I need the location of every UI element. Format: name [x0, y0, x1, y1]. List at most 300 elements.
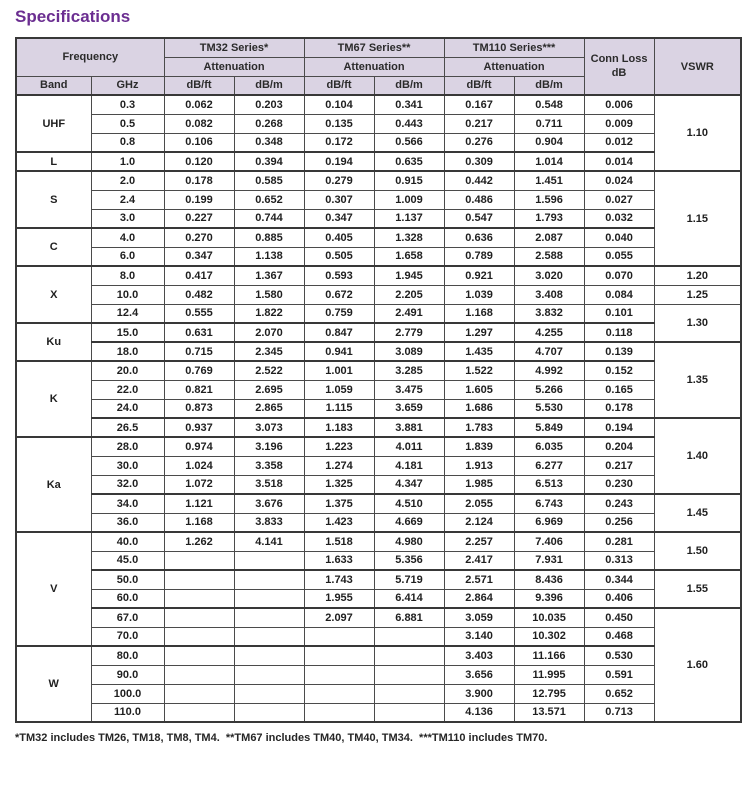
table-row: [16, 304, 741, 323]
tm110-dbm-cell: 1.596: [514, 190, 584, 209]
tm67-dbm-cell: 5.719: [374, 570, 444, 589]
vswr-header: VSWR: [654, 38, 741, 95]
tm32-dbft-cell: 0.631: [164, 323, 234, 342]
tm67-dbft-cell: 1.375: [304, 494, 374, 513]
ghz-cell: 60.0: [91, 589, 164, 608]
tm67-dbm-cell: [374, 665, 444, 684]
tm110-dbm-cell: 1.451: [514, 171, 584, 190]
tm32-dbft-cell: 1.262: [164, 532, 234, 551]
conn-loss-cell: 0.118: [584, 323, 654, 342]
tm67-dbft-cell: 1.955: [304, 589, 374, 608]
conn-loss-cell: 0.256: [584, 513, 654, 532]
tm67-dbft-cell: 1.743: [304, 570, 374, 589]
tm110-dbm-cell: 0.548: [514, 95, 584, 114]
tm110-dbft-cell: 2.055: [444, 494, 514, 513]
conn-loss-header: [584, 38, 654, 95]
tm32-dbm-cell: 3.676: [234, 494, 304, 513]
table-row: [16, 399, 741, 418]
tm32-dbm-cell: [234, 665, 304, 684]
ghz-cell: 10.0: [91, 285, 164, 304]
band-cell: L: [16, 152, 91, 171]
tm32-dbm-cell: 4.141: [234, 532, 304, 551]
ghz-cell: 2.0: [91, 171, 164, 190]
band-cell: Ku: [16, 323, 91, 361]
tm110-dbm-cell: 4.255: [514, 323, 584, 342]
tm67-dbft-cell: 0.307: [304, 190, 374, 209]
tm67-dbft-cell: 1.325: [304, 475, 374, 494]
table-header: [16, 38, 741, 95]
tm110-dbft-cell: 4.136: [444, 703, 514, 722]
vswr-cell: 1.10: [654, 95, 741, 171]
tm67-dbm-cell: 4.510: [374, 494, 444, 513]
tm110-dbm-cell: 2.588: [514, 247, 584, 266]
tm32-dbm-cell: 2.070: [234, 323, 304, 342]
tm110-dbm-cell: 10.302: [514, 627, 584, 646]
table-row: [16, 247, 741, 266]
vswr-cell: 1.30: [654, 304, 741, 342]
tm67-dbft-cell: 0.135: [304, 114, 374, 133]
tm32-dbm-cell: [234, 627, 304, 646]
tm32-dbft-cell: [164, 570, 234, 589]
tm32-dbm-cell: [234, 646, 304, 665]
table-row: [16, 646, 741, 665]
tm110-dbm-cell: 7.406: [514, 532, 584, 551]
tm67-dbm-cell: 4.011: [374, 437, 444, 456]
tm32-dbm-cell: 0.744: [234, 209, 304, 228]
tm67-dbft-cell: 0.672: [304, 285, 374, 304]
tm67-dbm-cell: 1.658: [374, 247, 444, 266]
conn-loss-cell: 0.070: [584, 266, 654, 285]
tm32-dbm-cell: 2.865: [234, 399, 304, 418]
tm32-dbft-cell: [164, 627, 234, 646]
tm110-dbft-cell: 0.309: [444, 152, 514, 171]
tm32-dbft-cell: [164, 589, 234, 608]
ghz-cell: 15.0: [91, 323, 164, 342]
vswr-cell: 1.15: [654, 171, 741, 266]
tm32-dbm-cell: 3.358: [234, 456, 304, 475]
header-row-series: [16, 38, 741, 57]
conn-loss-cell: 0.014: [584, 152, 654, 171]
tm67-dbft-cell: 1.223: [304, 437, 374, 456]
tm32-dbft-cell: 0.120: [164, 152, 234, 171]
conn-loss-cell: 0.006: [584, 95, 654, 114]
tm32-dbm-cell: 2.345: [234, 342, 304, 361]
ghz-cell: 36.0: [91, 513, 164, 532]
tm110-dbm-cell: 5.266: [514, 380, 584, 399]
tm110-dbm-cell: 1.793: [514, 209, 584, 228]
conn-loss-cell: 0.281: [584, 532, 654, 551]
tm67-dbm-cell: [374, 684, 444, 703]
tm67-dbft-cell: 1.518: [304, 532, 374, 551]
tm32-dbm-cell: 0.885: [234, 228, 304, 247]
tm110-dbm-cell: 9.396: [514, 589, 584, 608]
footnote: *TM32 includes TM26, TM18, TM8, TM4. **TM67 includes TM40, TM40, TM34. ***TM110 includes TM70.: [15, 732, 548, 744]
conn-loss-cell: 0.012: [584, 133, 654, 152]
tm67-dbm-cell: 5.356: [374, 551, 444, 570]
tm67-dbft-cell: 1.183: [304, 418, 374, 437]
tm67-dbft-cell: [304, 665, 374, 684]
ghz-cell: 67.0: [91, 608, 164, 627]
table-row: [16, 266, 741, 285]
tm67-dbft-cell: [304, 646, 374, 665]
tm67-dbft-cell: 1.059: [304, 380, 374, 399]
tm32-dbm-cell: [234, 703, 304, 722]
conn-loss-cell: 0.243: [584, 494, 654, 513]
conn-loss-cell: 0.713: [584, 703, 654, 722]
ghz-cell: 28.0: [91, 437, 164, 456]
tm32-dbm-cell: 0.652: [234, 190, 304, 209]
tm110-dbm-cell: 0.711: [514, 114, 584, 133]
ghz-cell: 80.0: [91, 646, 164, 665]
tm32-dbft-cell: 0.227: [164, 209, 234, 228]
tm110-attenuation-header: Attenuation: [444, 57, 584, 76]
tm32-dbft-cell: 0.974: [164, 437, 234, 456]
tm32-dbft-cell: 0.821: [164, 380, 234, 399]
tm110-dbft-cell: 0.217: [444, 114, 514, 133]
conn-loss-cell: 0.468: [584, 627, 654, 646]
tm67-dbm-cell: 4.347: [374, 475, 444, 494]
conn-loss-cell: 0.313: [584, 551, 654, 570]
tm32-dbft-cell: 0.082: [164, 114, 234, 133]
tm32-dbft-cell: 0.347: [164, 247, 234, 266]
tm110-dbm-cell: 10.035: [514, 608, 584, 627]
tm32-dbft-cell: [164, 684, 234, 703]
conn-loss-cell: 0.101: [584, 304, 654, 323]
ghz-cell: 70.0: [91, 627, 164, 646]
tm32-dbm-cell: 1.367: [234, 266, 304, 285]
tm32-dbft-cell: 0.873: [164, 399, 234, 418]
tm110-dbft-cell: 3.403: [444, 646, 514, 665]
conn-loss-cell: 0.204: [584, 437, 654, 456]
tm67-dbm-cell: [374, 646, 444, 665]
table-row: [16, 570, 741, 589]
vswr-cell: 1.20: [654, 266, 741, 285]
conn-loss-cell: 0.139: [584, 342, 654, 361]
table-row: [16, 114, 741, 133]
band-cell: K: [16, 361, 91, 437]
tm67-dbft-cell: 2.097: [304, 608, 374, 627]
tm32-dbm-cell: [234, 589, 304, 608]
tm32-dbft-cell: 0.199: [164, 190, 234, 209]
tm32-dbft-cell: 0.937: [164, 418, 234, 437]
tm32-dbm-cell: 1.822: [234, 304, 304, 323]
conn-loss-label-line2: dB: [611, 66, 627, 79]
tm67-dbm-cell: 0.341: [374, 95, 444, 114]
tm67-dbft-cell: 0.847: [304, 323, 374, 342]
table-row: [16, 152, 741, 171]
table-row: [16, 513, 741, 532]
tm110-dbm-cell: 6.743: [514, 494, 584, 513]
tm32-dbft-cell: 0.178: [164, 171, 234, 190]
tm67-dbm-cell: 3.089: [374, 342, 444, 361]
conn-loss-cell: 0.040: [584, 228, 654, 247]
tm110-dbm-cell: 6.277: [514, 456, 584, 475]
tm67-dbft-cell: [304, 703, 374, 722]
tm67-dbm-cell: 3.285: [374, 361, 444, 380]
tm67-dbm-cell: 1.009: [374, 190, 444, 209]
ghz-cell: 4.0: [91, 228, 164, 247]
conn-loss-cell: 0.084: [584, 285, 654, 304]
table-row: [16, 133, 741, 152]
tm67-dbft-cell: 0.593: [304, 266, 374, 285]
tm32-dbft-cell: 0.715: [164, 342, 234, 361]
tm32-dbft-cell: 0.482: [164, 285, 234, 304]
band-cell: Ka: [16, 437, 91, 532]
tm67-series-header: TM67 Series**: [304, 38, 444, 57]
vswr-cell: 1.45: [654, 494, 741, 532]
tm110-dbm-cell: 4.992: [514, 361, 584, 380]
tm110-dbft-cell: 2.257: [444, 532, 514, 551]
vswr-cell: 1.60: [654, 608, 741, 722]
tm67-dbm-cell: 1.328: [374, 228, 444, 247]
tm67-dbm-cell: [374, 703, 444, 722]
specifications-table: [15, 37, 742, 723]
tm32-dbm-cell: [234, 570, 304, 589]
table-row: [16, 437, 741, 456]
tm67-dbft-cell: 1.274: [304, 456, 374, 475]
tm32-dbm-cell: 3.073: [234, 418, 304, 437]
vswr-cell: 1.25: [654, 285, 741, 304]
tm32-dbft-cell: 0.062: [164, 95, 234, 114]
ghz-cell: 40.0: [91, 532, 164, 551]
conn-loss-cell: 0.217: [584, 456, 654, 475]
tm67-dbm-cell: 3.659: [374, 399, 444, 418]
tm67-dbft-cell: 0.941: [304, 342, 374, 361]
tm67-dbft-cell: 1.001: [304, 361, 374, 380]
conn-loss-cell: 0.530: [584, 646, 654, 665]
table-row: [16, 380, 741, 399]
tm110-dbft-cell: 1.168: [444, 304, 514, 323]
table-row: [16, 342, 741, 361]
tm110-dbft-cell: 0.167: [444, 95, 514, 114]
tm32-dbm-cell: 2.522: [234, 361, 304, 380]
tm32-dbm-cell: 3.196: [234, 437, 304, 456]
ghz-cell: 45.0: [91, 551, 164, 570]
tm110-dbm-cell: 2.087: [514, 228, 584, 247]
band-cell: W: [16, 646, 91, 722]
vswr-cell: 1.50: [654, 532, 741, 570]
tm32-dbft-cell: 0.106: [164, 133, 234, 152]
tm110-dbft-cell: 2.124: [444, 513, 514, 532]
ghz-cell: 20.0: [91, 361, 164, 380]
tm67-dbm-cell: 6.881: [374, 608, 444, 627]
table-row: [16, 323, 741, 342]
tm67-dbft-cell: 1.633: [304, 551, 374, 570]
tm67-dbm-header: dB/m: [374, 76, 444, 95]
tm32-dbm-cell: 0.585: [234, 171, 304, 190]
tm32-dbft-cell: 1.072: [164, 475, 234, 494]
tm67-dbm-cell: [374, 627, 444, 646]
table-row: [16, 551, 741, 570]
tm67-dbm-cell: 4.669: [374, 513, 444, 532]
tm110-dbm-cell: 5.849: [514, 418, 584, 437]
conn-loss-cell: 0.152: [584, 361, 654, 380]
tm32-dbm-cell: 3.833: [234, 513, 304, 532]
band-cell: X: [16, 266, 91, 323]
table-row: [16, 228, 741, 247]
ghz-cell: 12.4: [91, 304, 164, 323]
tm67-dbft-cell: 0.194: [304, 152, 374, 171]
tm32-dbm-cell: 2.695: [234, 380, 304, 399]
tm110-dbm-cell: 6.969: [514, 513, 584, 532]
tm67-dbft-cell: 0.759: [304, 304, 374, 323]
ghz-cell: 18.0: [91, 342, 164, 361]
conn-loss-cell: 0.165: [584, 380, 654, 399]
tm32-dbm-cell: [234, 684, 304, 703]
tm110-dbft-cell: 1.913: [444, 456, 514, 475]
conn-loss-cell: 0.591: [584, 665, 654, 684]
band-cell: S: [16, 171, 91, 228]
tm110-dbm-cell: 3.408: [514, 285, 584, 304]
conn-loss-cell: 0.450: [584, 608, 654, 627]
band-cell: UHF: [16, 95, 91, 152]
tm67-dbm-cell: 2.491: [374, 304, 444, 323]
table-row: [16, 456, 741, 475]
ghz-header: GHz: [91, 76, 164, 95]
tm110-dbm-cell: 11.995: [514, 665, 584, 684]
tm110-dbm-cell: 7.931: [514, 551, 584, 570]
table-row: [16, 608, 741, 627]
tm67-dbm-cell: 4.980: [374, 532, 444, 551]
tm110-dbft-cell: 3.059: [444, 608, 514, 627]
table-row: [16, 285, 741, 304]
ghz-cell: 50.0: [91, 570, 164, 589]
tm110-dbm-header: dB/m: [514, 76, 584, 95]
table-row: [16, 532, 741, 551]
conn-loss-cell: 0.055: [584, 247, 654, 266]
ghz-cell: 32.0: [91, 475, 164, 494]
tm67-dbm-cell: 1.137: [374, 209, 444, 228]
table-row: [16, 684, 741, 703]
tm67-dbm-cell: 4.181: [374, 456, 444, 475]
ghz-cell: 24.0: [91, 399, 164, 418]
ghz-cell: 0.3: [91, 95, 164, 114]
conn-loss-cell: 0.009: [584, 114, 654, 133]
tm110-dbft-cell: 0.636: [444, 228, 514, 247]
tm110-dbft-cell: 1.297: [444, 323, 514, 342]
table-row: [16, 703, 741, 722]
tm67-dbft-header: dB/ft: [304, 76, 374, 95]
tm110-dbft-cell: 1.605: [444, 380, 514, 399]
ghz-cell: 30.0: [91, 456, 164, 475]
ghz-cell: 34.0: [91, 494, 164, 513]
tm67-dbft-cell: 1.115: [304, 399, 374, 418]
tm32-dbm-header: dB/m: [234, 76, 304, 95]
tm110-dbft-cell: 1.985: [444, 475, 514, 494]
tm110-dbft-cell: 2.864: [444, 589, 514, 608]
tm110-dbft-cell: 1.686: [444, 399, 514, 418]
tm67-attenuation-header: Attenuation: [304, 57, 444, 76]
conn-loss-cell: 0.178: [584, 399, 654, 418]
tm32-dbft-cell: [164, 608, 234, 627]
tm32-dbft-cell: 0.270: [164, 228, 234, 247]
tm110-dbft-cell: 3.140: [444, 627, 514, 646]
tm110-dbm-cell: 0.904: [514, 133, 584, 152]
tm67-dbft-cell: [304, 684, 374, 703]
ghz-cell: 6.0: [91, 247, 164, 266]
ghz-cell: 3.0: [91, 209, 164, 228]
conn-loss-cell: 0.652: [584, 684, 654, 703]
band-cell: C: [16, 228, 91, 266]
tm32-dbft-cell: 1.024: [164, 456, 234, 475]
tm110-dbft-cell: 0.547: [444, 209, 514, 228]
tm110-dbft-cell: 1.435: [444, 342, 514, 361]
tm67-dbm-cell: 2.205: [374, 285, 444, 304]
tm32-attenuation-header: Attenuation: [164, 57, 304, 76]
tm32-dbft-cell: 1.121: [164, 494, 234, 513]
table-row: [16, 665, 741, 684]
tm32-dbm-cell: 0.348: [234, 133, 304, 152]
tm67-dbm-cell: 0.443: [374, 114, 444, 133]
conn-loss-cell: 0.406: [584, 589, 654, 608]
tm67-dbm-cell: 1.945: [374, 266, 444, 285]
tm110-dbm-cell: 3.832: [514, 304, 584, 323]
ghz-cell: 1.0: [91, 152, 164, 171]
conn-loss-cell: 0.230: [584, 475, 654, 494]
tm67-dbm-cell: 2.779: [374, 323, 444, 342]
vswr-cell: 1.40: [654, 418, 741, 494]
tm110-dbm-cell: 4.707: [514, 342, 584, 361]
tm110-dbft-cell: 0.789: [444, 247, 514, 266]
ghz-cell: 0.8: [91, 133, 164, 152]
tm67-dbft-cell: 0.172: [304, 133, 374, 152]
tm110-dbft-cell: 0.486: [444, 190, 514, 209]
tm32-dbft-cell: [164, 551, 234, 570]
table-row: [16, 209, 741, 228]
tm110-dbm-cell: 5.530: [514, 399, 584, 418]
tm110-dbft-cell: 1.522: [444, 361, 514, 380]
tm110-dbm-cell: 13.571: [514, 703, 584, 722]
conn-loss-cell: 0.024: [584, 171, 654, 190]
tm32-dbm-cell: 1.138: [234, 247, 304, 266]
tm67-dbm-cell: 0.635: [374, 152, 444, 171]
tm67-dbm-cell: 3.475: [374, 380, 444, 399]
tm110-dbft-cell: 2.571: [444, 570, 514, 589]
table-row: [16, 95, 741, 114]
tm67-dbft-cell: 0.505: [304, 247, 374, 266]
ghz-cell: 100.0: [91, 684, 164, 703]
tm110-dbft-cell: 1.783: [444, 418, 514, 437]
tm32-dbm-cell: [234, 551, 304, 570]
ghz-cell: 22.0: [91, 380, 164, 399]
tm110-dbft-cell: 0.442: [444, 171, 514, 190]
table-row: [16, 361, 741, 380]
tm110-dbft-cell: 3.656: [444, 665, 514, 684]
tm32-dbft-cell: [164, 665, 234, 684]
tm67-dbm-cell: 3.881: [374, 418, 444, 437]
tm67-dbm-cell: 6.414: [374, 589, 444, 608]
band-cell: V: [16, 532, 91, 646]
band-header: Band: [16, 76, 91, 95]
ghz-cell: 0.5: [91, 114, 164, 133]
tm32-dbft-cell: [164, 703, 234, 722]
ghz-cell: 8.0: [91, 266, 164, 285]
tm110-dbm-cell: 8.436: [514, 570, 584, 589]
tm110-dbm-cell: 12.795: [514, 684, 584, 703]
vswr-cell: 1.55: [654, 570, 741, 608]
page-title: Specifications: [15, 7, 131, 26]
tm67-dbft-cell: 0.405: [304, 228, 374, 247]
tm32-dbm-cell: 0.268: [234, 114, 304, 133]
frequency-header: Frequency: [16, 38, 164, 76]
conn-loss-label-line1: Conn Loss: [590, 52, 648, 65]
tm32-dbm-cell: 0.394: [234, 152, 304, 171]
tm110-dbft-cell: 2.417: [444, 551, 514, 570]
tm110-dbft-cell: 0.276: [444, 133, 514, 152]
tm110-dbft-cell: 0.921: [444, 266, 514, 285]
tm110-dbm-cell: 6.035: [514, 437, 584, 456]
tm67-dbft-cell: 0.279: [304, 171, 374, 190]
